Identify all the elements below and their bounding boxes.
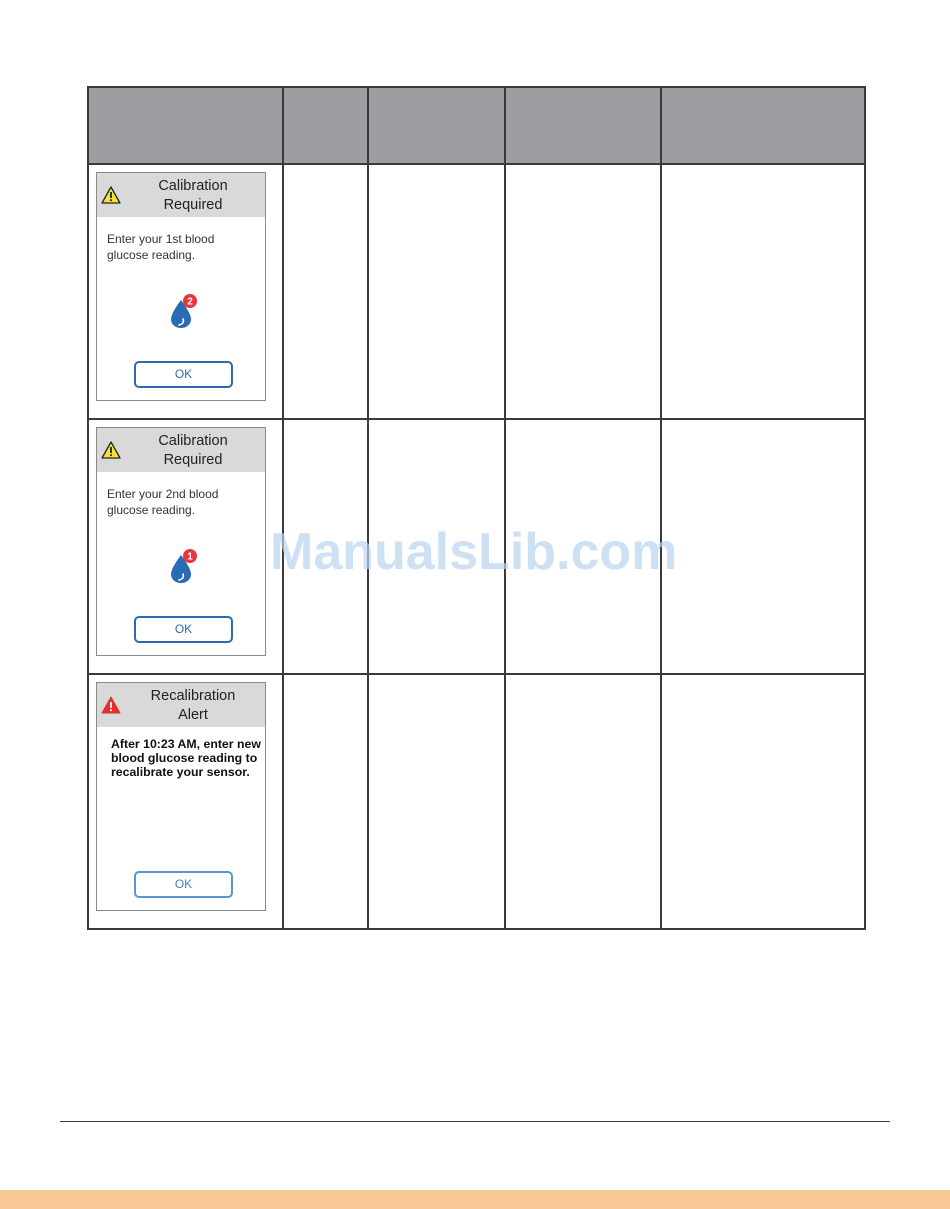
header-cell [368, 87, 505, 164]
header-cell [283, 87, 368, 164]
header-cell [505, 87, 661, 164]
table-header-row [88, 87, 865, 164]
blood-drop-icon [168, 546, 198, 586]
table-cell [368, 674, 505, 929]
footer-rule [60, 1121, 890, 1122]
pump-screen [96, 427, 266, 656]
screen-header [97, 683, 265, 727]
table-cell [661, 419, 865, 674]
screen-title-line2: Alert [178, 707, 208, 723]
screen-title-line1: Recalibration [150, 688, 236, 704]
screen-title-line1: Calibration [158, 178, 228, 194]
warning-triangle-icon [101, 186, 121, 204]
header-cell [661, 87, 865, 164]
calibration-count-badge: 1 [187, 551, 193, 563]
screenshot-cell [88, 164, 283, 419]
screen-title-line2: Required [163, 197, 223, 213]
screenshot-cell [88, 674, 283, 929]
table-row [88, 164, 865, 419]
screen-title-line1: Calibration [158, 433, 228, 449]
header-cell [88, 87, 283, 164]
screen-title-line2: Required [163, 452, 223, 468]
table-cell [368, 164, 505, 419]
alerts-table [87, 86, 866, 930]
watermark: ManualsLib.com [270, 523, 678, 581]
table-cell [283, 164, 368, 419]
ok-button[interactable]: OK [134, 871, 233, 898]
footer-band [0, 1190, 950, 1209]
table-cell [661, 164, 865, 419]
screen-header [97, 173, 265, 217]
alert-triangle-icon [101, 696, 121, 714]
ok-button[interactable]: OK [134, 361, 233, 388]
screen-message: Enter your 1st blood glucose reading. [107, 232, 215, 262]
table-cell [661, 674, 865, 929]
warning-triangle-icon [101, 441, 121, 459]
table-cell [505, 164, 661, 419]
pump-screen [96, 172, 266, 401]
screenshot-cell [88, 419, 283, 674]
screen-title [127, 687, 259, 725]
pump-screen [96, 682, 266, 911]
screen-title [127, 432, 259, 470]
table-cell [283, 674, 368, 929]
blood-drop-icon [168, 291, 198, 331]
calibration-count-badge: 2 [187, 296, 193, 308]
screen-message: After 10:23 AM, enter new blood glucose reading to recalibrate your sensor. [111, 737, 261, 779]
table-cell [505, 674, 661, 929]
ok-button[interactable]: OK [134, 616, 233, 643]
screen-title [127, 177, 259, 215]
screen-header [97, 428, 265, 472]
table-row [88, 674, 865, 929]
screen-message: Enter your 2nd blood glucose reading. [107, 487, 219, 517]
